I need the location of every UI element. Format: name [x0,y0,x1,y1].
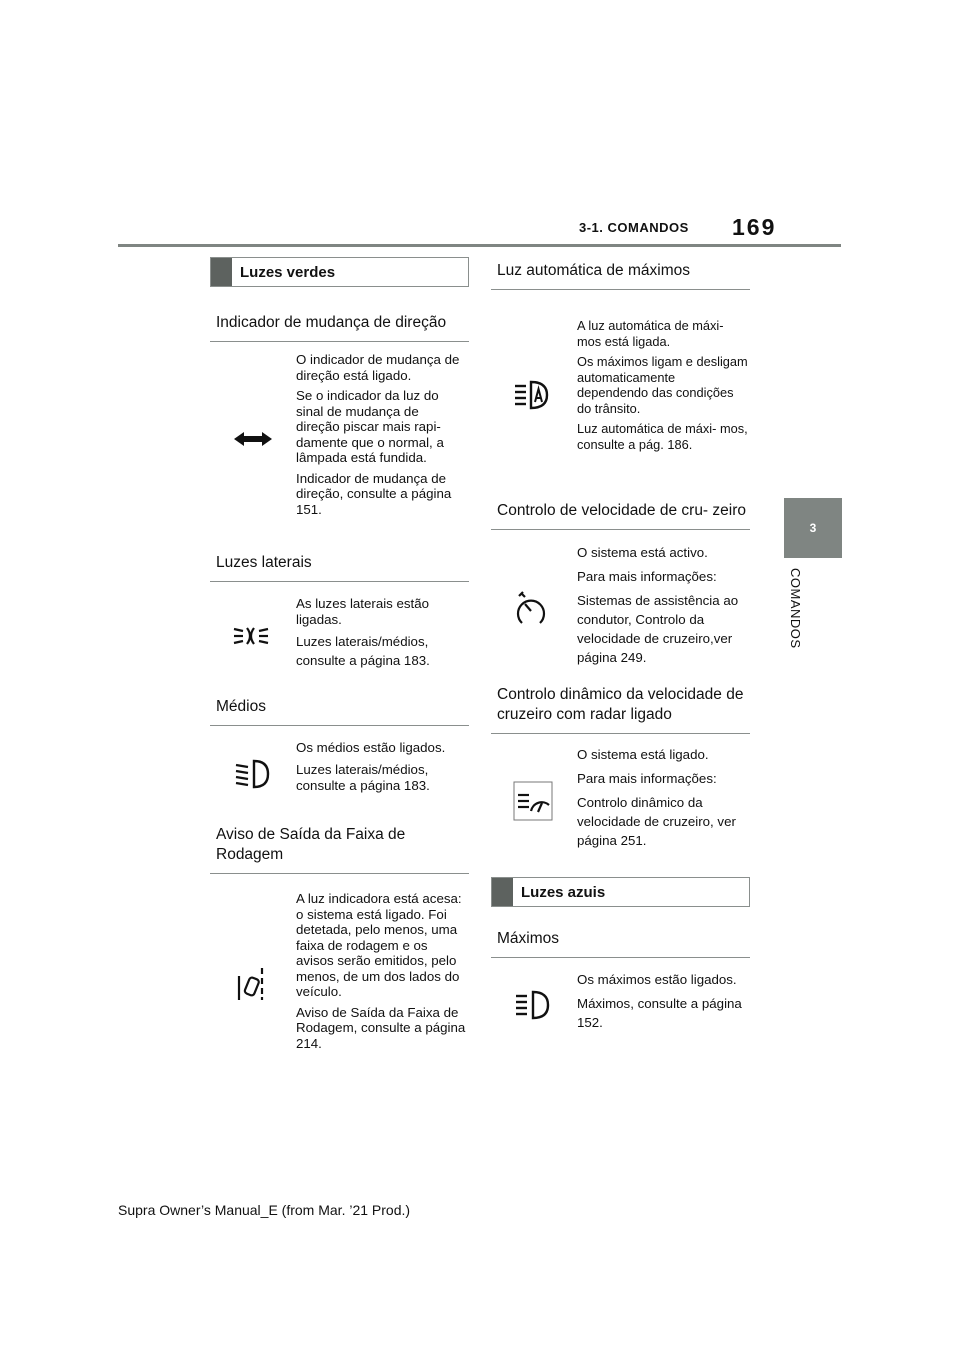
description-line: Luzes laterais/médios, consulte a página 183. [296,634,430,668]
auto-high-beam-icon [513,380,549,415]
description-line: O sistema está activo. [577,545,708,560]
lane-departure-icon [236,966,266,1007]
low-beam-icon [234,758,270,795]
high-beam-description [577,970,749,1037]
description-line: Máximos, consulte a página 152. [577,996,742,1030]
lane-departure-title: Aviso de Saída da Faixa de Rodagem [210,818,469,874]
header-text: Luzes verdes [240,263,336,281]
turn-signal-description [296,352,466,522]
description-line: Controlo dinâmico da velocidade de cruzeiro, ver página 251. [577,795,736,848]
description-line: Para mais informações: [577,569,717,584]
low-beam-description [296,738,466,798]
side-lights-description [296,596,466,675]
side-lights-icon [232,626,270,651]
page-number: 169 [732,214,777,240]
radar-cruise-description [577,745,749,855]
description-line: A luz indicadora está acesa: o sistema está ligado. Foi detetada, pelo menos, uma faixa de rodagem e os avisos serão emitidos, pelo menos, de um dos lados do veículo. [296,891,462,999]
cruise-control-description [577,543,749,672]
section-title: 3-1. COMANDOS [579,220,689,235]
header-rule [118,244,841,247]
blue-lights-header [491,877,750,907]
high-beam-icon [514,990,550,1025]
description-line: Indicador de mudança de direção, consulte a página 151. [296,470,452,517]
description-line: Luz automática de máxi- mos, consulte a pág. 186. [577,421,748,452]
cruise-control-icon [514,591,548,632]
chapter-number: 3 [809,521,817,535]
footer-text: Supra Owner’s Manual_E (from Mar. ’21 Prod.) [118,1202,411,1218]
cruise-control-title: Controlo de velocidade de cru- zeiro [491,474,750,530]
turn-signal-title: Indicador de mudança de direção [210,300,469,342]
chapter-label: COMANDOS [788,568,803,649]
description-line: Sistemas de assistência ao condutor, Controlo da velocidade de cruzeiro,ver página 249. [577,593,739,665]
low-beam-title: Médios [210,684,469,726]
description-line: Se o indicador da luz do sinal de mudança de direção piscar mais rapi- damente que o normal, a lâmpada está fundida. [296,388,444,465]
description-line: As luzes laterais estão ligadas. [296,596,430,627]
description-line: O sistema está ligado. [577,747,709,762]
high-beam-title: Máximos [491,916,750,958]
header-bar [211,258,232,286]
description-line: Os máximos estão ligados. [577,972,737,987]
radar-cruise-title: Controlo dinâmico da velocidade de cruzeiro com radar ligado [491,678,750,734]
auto-high-beam-description [577,318,749,457]
chapter-tab [784,498,842,558]
lane-departure-description [296,891,466,1056]
description-line: A luz automática de máxi- mos está ligada. [577,318,724,349]
header-text: Luzes azuis [521,883,606,901]
side-lights-title: Luzes laterais [210,540,469,582]
auto-high-beam-title: Luz automática de máximos [491,250,750,290]
turn-signal-icon [234,430,272,453]
description-line: O indicador de mudança de direção está ligado. [296,352,460,383]
green-lights-header [210,257,469,287]
description-line: Os máximos ligam e desligam automaticamente dependendo das condições do trânsito. [577,354,748,416]
description-line: Luzes laterais/médios, consulte a página 183. [296,762,430,793]
description-line: Os médios estão ligados. [296,740,446,755]
description-line: Para mais informações: [577,771,717,786]
radar-cruise-icon [513,781,553,826]
header-bar [492,878,513,906]
description-line: Aviso de Saída da Faixa de Rodagem, consulte a página 214. [296,1004,466,1051]
